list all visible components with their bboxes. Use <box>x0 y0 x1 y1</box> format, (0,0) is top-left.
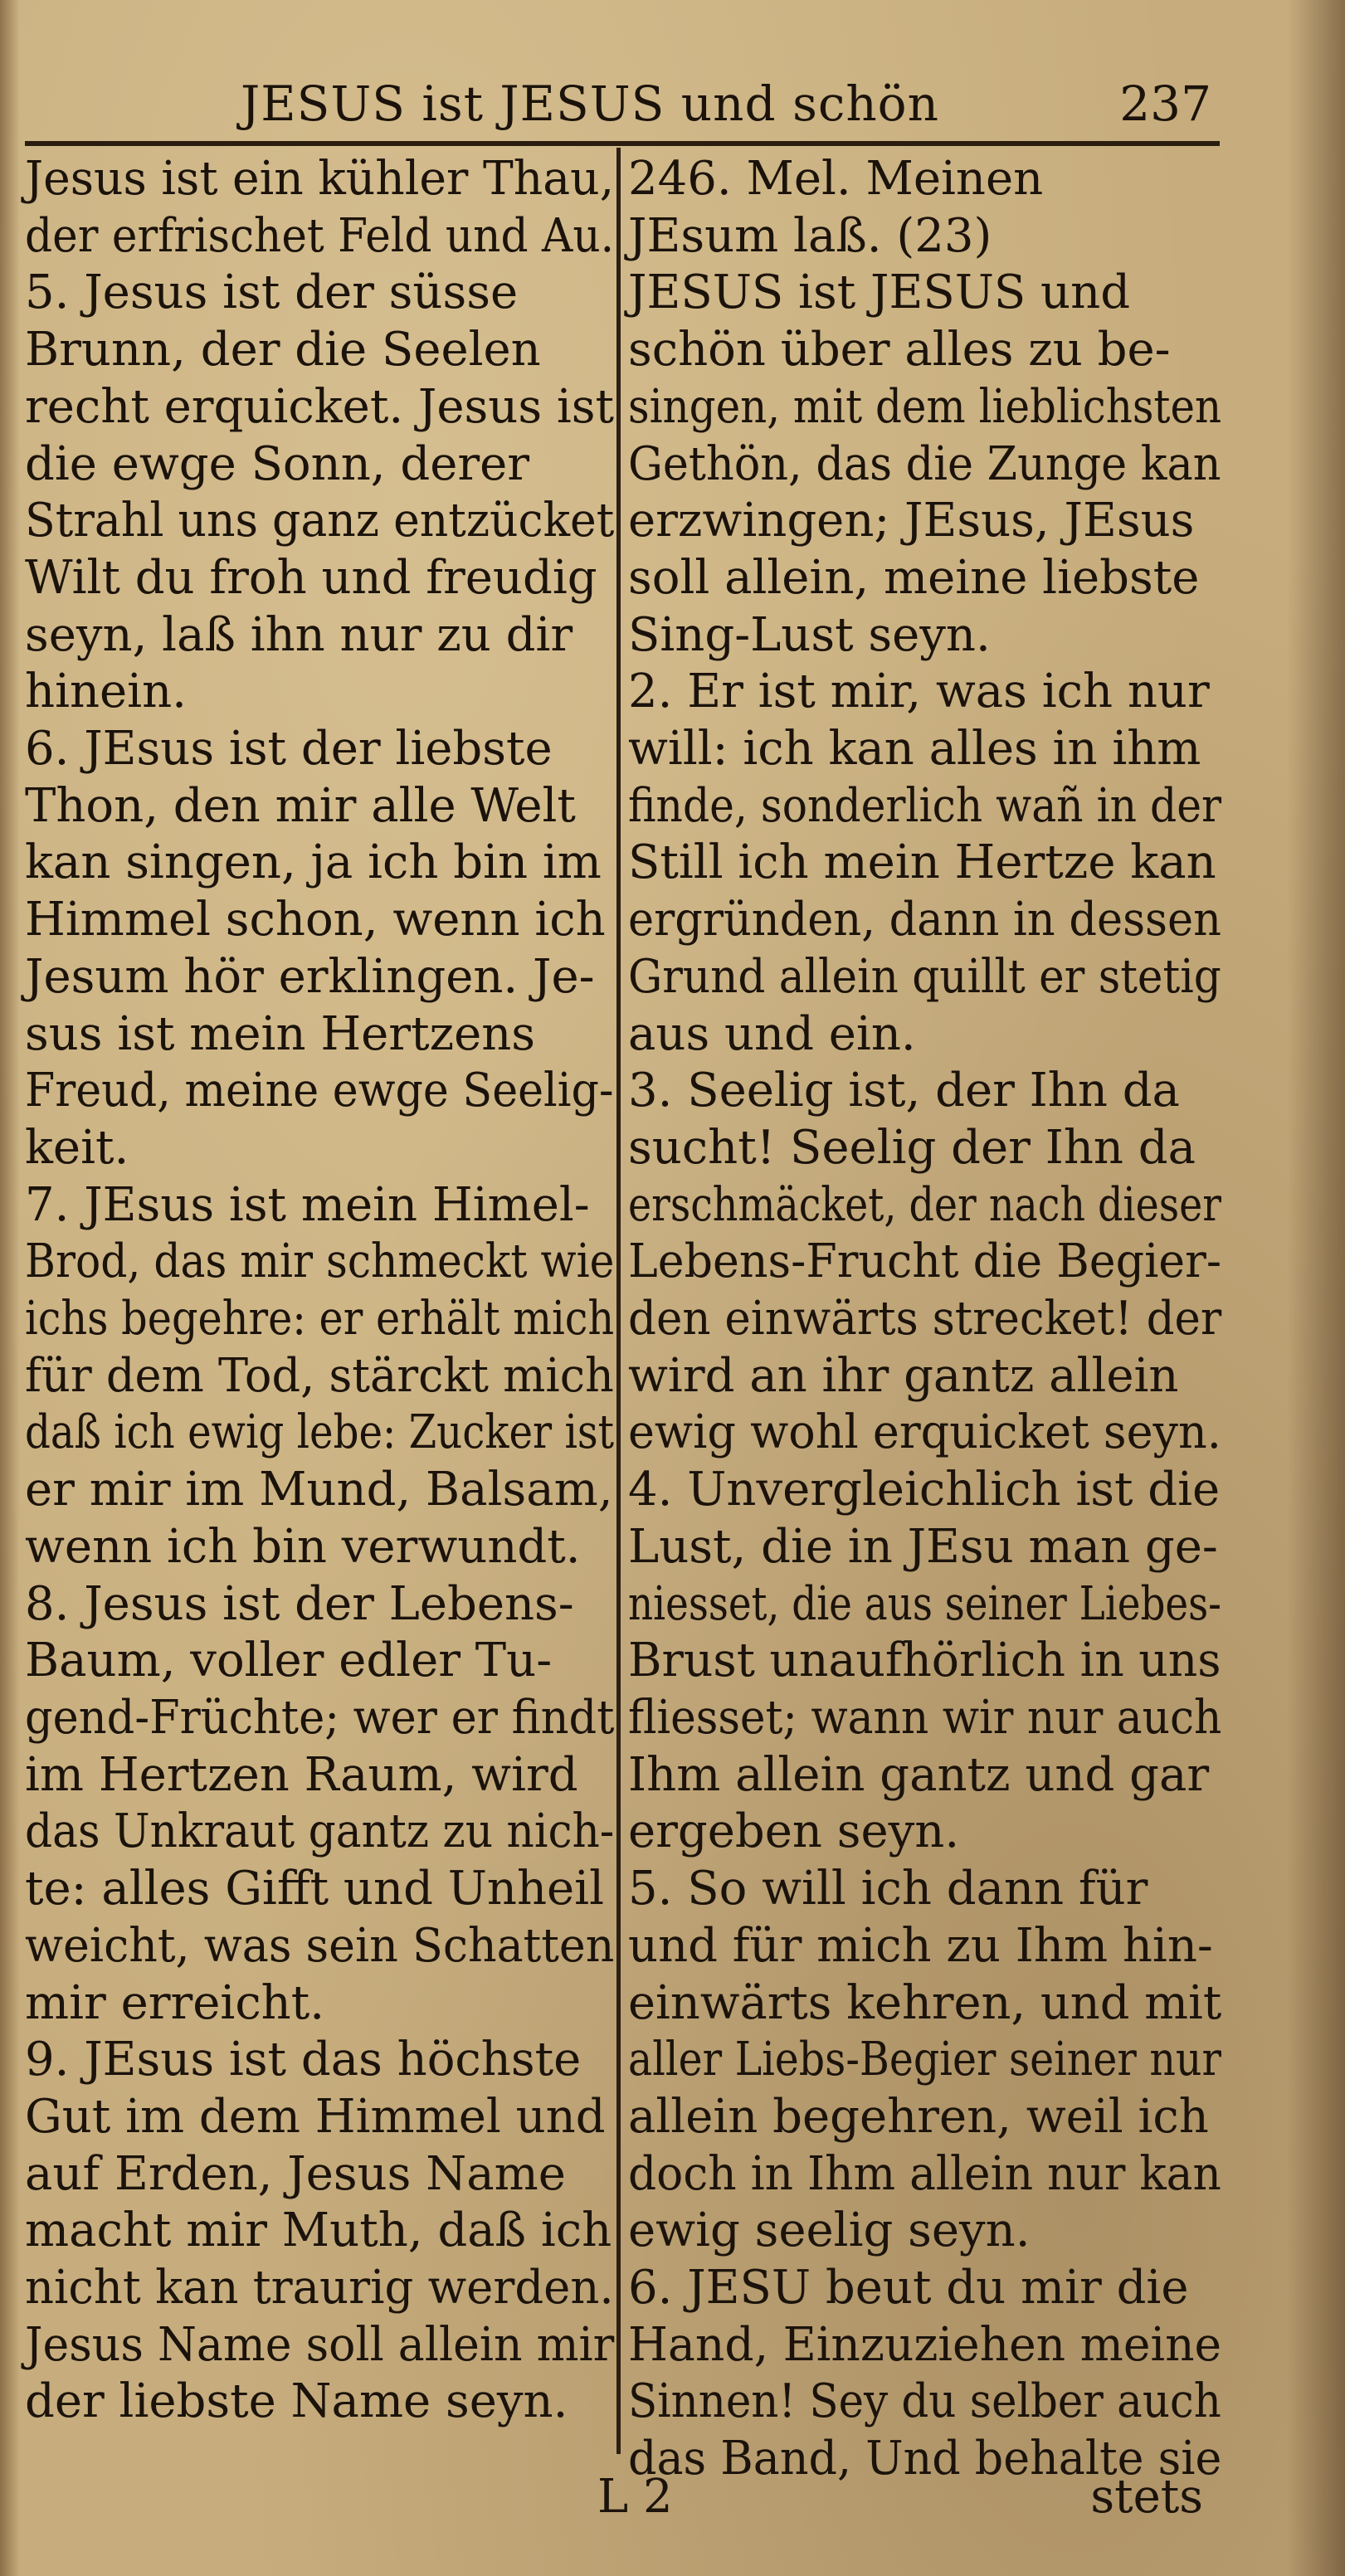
text-line: das Unkraut gantz zu nich- <box>25 1804 615 1859</box>
text-line: seyn, laß ihn nur zu dir <box>25 607 573 662</box>
text-line: recht erquicket. Jesus ist <box>25 379 615 434</box>
text-line: ichs begehre: er erhält mich <box>25 1292 615 1346</box>
text-line: Lust, die in JEsu man ge- <box>628 1519 1218 1574</box>
catchword: stets <box>1090 2470 1203 2524</box>
text-line: Sinnen! Sey du selber auch <box>628 2374 1221 2429</box>
page-edge-shadow <box>1287 0 1345 2576</box>
text-line: der erfrischet Feld und Au. <box>25 208 615 263</box>
text-line: wird an ihr gantz allein <box>628 1348 1179 1403</box>
running-header <box>33 71 1211 137</box>
text-line: macht mir Muth, daß ich <box>25 2203 612 2258</box>
text-line: Baum, voller edler Tu- <box>25 1634 553 1688</box>
text-line: er mir im Mund, Balsam, <box>25 1463 613 1517</box>
text-line: erzwingen; JEsus, JEsus <box>628 494 1195 548</box>
text-line: 246. Mel. Meinen <box>628 152 1044 206</box>
text-line: doch in Ihm allein nur kan <box>628 2146 1221 2201</box>
text-line: 8. Jesus ist der Lebens- <box>25 1576 574 1631</box>
text-line: ergründen, dann in dessen <box>628 893 1221 947</box>
column-divider <box>616 148 621 2454</box>
text-line: Brod, das mir schmeckt wie <box>25 1234 615 1289</box>
text-line: Thon, den mir alle Welt <box>25 778 576 833</box>
text-line: ewig wohl erquicket seyn. <box>628 1405 1221 1460</box>
text-line: Grund allein quillt er stetig <box>628 949 1221 1004</box>
page-binding-shadow <box>0 0 20 2576</box>
text-line: Ihm allein gantz und gar <box>628 1747 1210 1802</box>
text-line: Wilt du froh und freudig <box>25 550 597 605</box>
text-line: hinein. <box>25 665 187 719</box>
text-line: und für mich zu Ihm hin- <box>628 1918 1213 1973</box>
text-line: Freud, meine ewge Seelig- <box>25 1064 614 1118</box>
text-line: te: alles Gifft und Unheil <box>25 1862 605 1916</box>
text-line: sus ist mein Hertzens <box>25 1006 536 1061</box>
text-line: 7. JEsus ist mein Himel- <box>25 1177 590 1232</box>
signature-mark: L 2 <box>597 2470 673 2524</box>
text-line: Gethön, das die Zunge kan <box>628 436 1221 491</box>
text-line: niesset, die aus seiner Liebes- <box>628 1576 1221 1631</box>
text-line: 2. Er ist mir, was ich nur <box>628 665 1210 719</box>
text-line: das Band, Und behalte sie <box>628 2432 1222 2486</box>
text-line: mir erreicht. <box>25 1975 325 2030</box>
text-line: für dem Tod, stärckt mich <box>25 1348 614 1403</box>
text-line: Lebens-Frucht die Begier- <box>628 1234 1222 1289</box>
text-line: Hand, Einzuziehen meine <box>628 2317 1222 2372</box>
text-line: 5. So will ich dann für <box>628 1862 1148 1916</box>
text-line: will: ich kan alles in ihm <box>628 722 1201 777</box>
text-line: erschmäcket, der nach dieser <box>628 1177 1221 1232</box>
text-line: gend-Früchte; wer er findt <box>25 1690 615 1745</box>
text-line: finde, sonderlich wañ in der <box>628 778 1222 833</box>
running-title: JESUS ist JESUS und schön <box>241 75 939 132</box>
page-footer <box>25 2456 1220 2539</box>
text-line: 5. Jesus ist der süsse <box>25 265 519 320</box>
text-line: JEsum laß. (23) <box>628 208 992 263</box>
text-line: 9. JEsus ist das höchste <box>25 2033 582 2087</box>
header-rule <box>25 141 1220 146</box>
text-line: die ewge Sonn, derer <box>25 436 530 491</box>
left-column <box>25 151 614 2449</box>
text-line: Sing-Lust seyn. <box>628 607 991 662</box>
text-line: nicht kan traurig werden. <box>25 2261 614 2315</box>
text-line: im Hertzen Raum, wird <box>25 1747 578 1802</box>
text-line: wenn ich bin verwundt. <box>25 1519 581 1574</box>
text-line: Brust unaufhörlich in uns <box>628 1634 1221 1688</box>
text-line: daß ich ewig lebe: Zucker ist <box>25 1405 615 1460</box>
text-line: sucht! Seelig der Ihn da <box>628 1120 1196 1175</box>
text-line: einwärts kehren, und mit <box>628 1975 1222 2030</box>
text-line: fliesset; wann wir nur auch <box>628 1690 1222 1745</box>
text-line: kan singen, ja ich bin im <box>25 835 602 890</box>
text-line: Still ich mein Hertze kan <box>628 835 1216 890</box>
text-line: Gut im dem Himmel und <box>25 2089 606 2144</box>
text-line: allein begehren, weil ich <box>628 2089 1209 2144</box>
text-line: schön über alles zu be- <box>628 323 1171 377</box>
right-column <box>628 151 1222 2486</box>
text-line: 6. JEsus ist der liebste <box>25 722 553 777</box>
text-line: singen, mit dem lieblichsten <box>628 379 1222 434</box>
text-line: auf Erden, Jesus Name <box>25 2146 566 2201</box>
text-line: der liebste Name seyn. <box>25 2374 568 2429</box>
text-line: Himmel schon, wenn ich <box>25 893 606 947</box>
text-line: 4. Unvergleichlich ist die <box>628 1463 1221 1517</box>
text-line: Brunn, der die Seelen <box>25 323 541 377</box>
page-number: 237 <box>1119 75 1211 132</box>
text-line: 3. Seelig ist, der Ihn da <box>628 1064 1180 1118</box>
text-line: keit. <box>25 1120 129 1175</box>
text-line: den einwärts strecket! der <box>628 1292 1222 1346</box>
text-line: Strahl uns ganz entzücket <box>25 494 615 548</box>
text-line: Jesum hör erklingen. Je- <box>25 949 595 1004</box>
text-line: ergeben seyn. <box>628 1804 960 1859</box>
text-line: JESUS ist JESUS und <box>628 265 1131 320</box>
text-line: weicht, was sein Schatten <box>25 1918 615 1973</box>
text-line: 6. JESU beut du mir die <box>628 2261 1189 2315</box>
text-line: soll allein, meine liebste <box>628 550 1200 605</box>
text-line: aller Liebs-Begier seiner nur <box>628 2033 1221 2087</box>
text-line: Jesus Name soll allein mir <box>25 2317 615 2372</box>
text-line: ewig seelig seyn. <box>628 2203 1031 2258</box>
text-line: Jesus ist ein kühler Thau, <box>25 152 615 206</box>
text-line: aus und ein. <box>628 1006 916 1061</box>
